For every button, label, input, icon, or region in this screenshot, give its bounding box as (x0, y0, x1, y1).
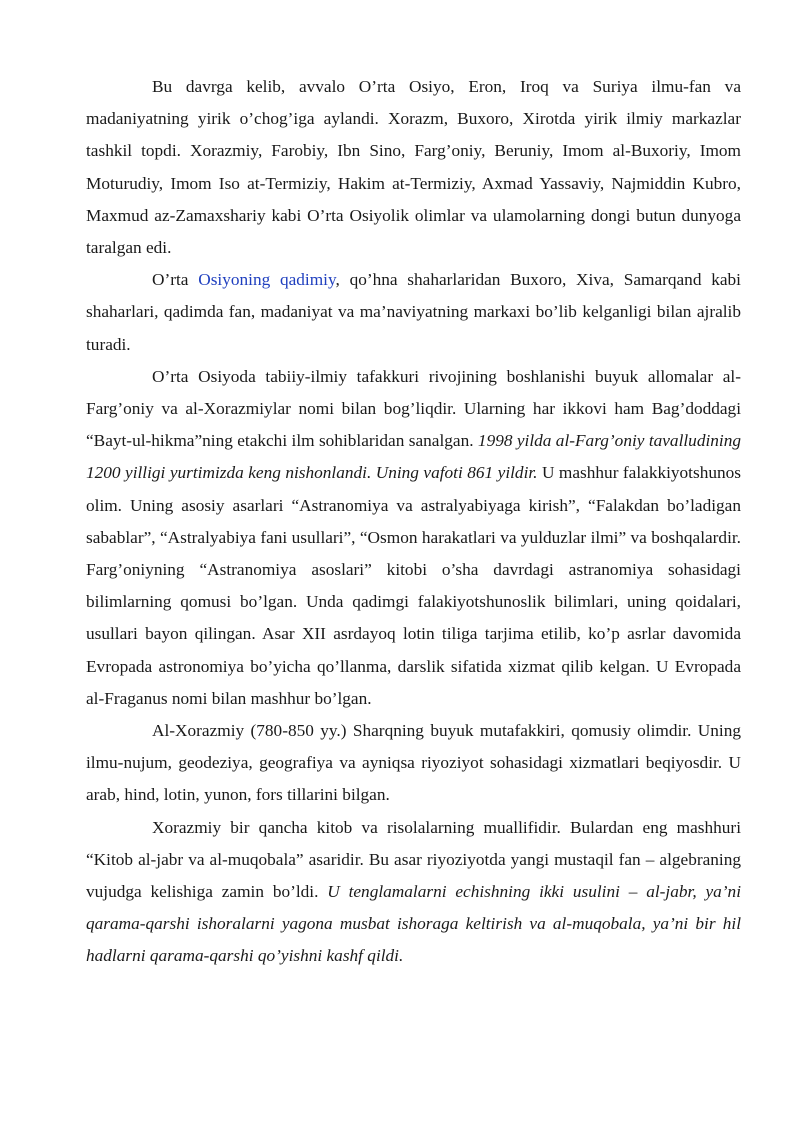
paragraph-4-text: Al-Xorazmiy (780-850 yy.) Sharqning buyuk mutafakkiri, qomusiy olimdir. Uning ilmu-nujum, geodeziya, geografiya va ayniqsa riyoziyot sohasidagi xizmatlari beqiyosdir. U arab, hind, lotin, yunon, fors tillarini bilgan. (86, 721, 741, 805)
paragraph-2 (86, 264, 741, 361)
paragraph-3-text-a: O’rta Osiyoda tabiiy-ilmiy tafakkuri rivojining boshlanishi buyuk allomalar al-Farg’oniy va al-Xorazmiylar nomi bilan bog’liqdir. Ularning har ikkovi ham Bag’doddagi “Bayt-ul-hikma”ning etakchi ilm sohiblaridan sanalgan. (86, 366, 741, 451)
paragraph-4 (86, 715, 741, 812)
paragraph-3-italic: 1998 yilda al-Farg’oniy tavalludining 1200 yilligi yurtimizda keng nishonlandi. Uning vafoti 861 yildir. (86, 431, 741, 483)
paragraph-5-italic: U tenglamalarni echishning ikki usulini – al-jabr, ya’ni qarama-qarshi ishoralarni yagona musbat ishoraga keltirish va al-muqobala, ya’ni bir hil hadlarni qarama-qarshi qo’yishni kashf qildi. (86, 882, 741, 966)
paragraph-3-text-b: U mashhur falakkiyotshunos olim. Uning asosiy asarlari “Astranomiya va astralyabiyaga kirish”, “Falakdan bo’ladigan sabablar”, “Astralyabiya fani usullari”, “Osmon harakatlari va yulduzlar ilmi” va boshqalardir. Farg’oniyning “Astranomiya asoslari” kitobi o’sha davrdagi astranomiya sohasidagi bilimlarning qomusi bo’lgan. Unda qadimgi falakiyotshunoslik bilimlari, uning qoidalari, usullari bayon qilingan. Asar XII asrdayoq lotin tiliga tarjima etilib, ko’p asrlar davomida Evropada astronomiya bo’yicha qo’llanma, darslik sifatida xizmat qilib kelgan. U Evropada al-Fraganus nomi bilan mashhur bo’lgan. (86, 463, 741, 708)
paragraph-2-text-start: O’rta (152, 270, 199, 290)
paragraph-5-text: Xorazmiy bir qancha kitob va risolalarning muallifidir. Bulardan eng mashhuri “Kitob al-jabr va al-muqobala” asaridir. Bu asar riyoziyotda yangi mustaqil fan – algebraning vujudga kelishiga zamin bo’ldi. (86, 817, 741, 902)
paragraph-2-text-end: , qo’hna shaharlaridan Buxoro, Xiva, Samarqand kabi shaharlari, qadimda fan, madaniyat va ma’naviyatning markaxi bo’lib kelganligi bilan ajralib turadi. (86, 270, 741, 354)
paragraph-5 (86, 812, 741, 973)
paragraph-3 (86, 361, 741, 715)
document-page (86, 71, 741, 973)
paragraph-1-text: Bu davrga kelib, avvalo O’rta Osiyo, Eron, Iroq va Suriya ilmu-fan va madaniyatning yirik o’chog’iga aylandi. Xorazm, Buxoro, Xirotda yirik ilmiy markazlar tashkil topdi. Xorazmiy, Farobiy, Ibn Sino, Farg’oniy, Beruniy, Imom al-Buxoriy, Imom Moturudiy, Imom Iso at-Termiziy, Hakim at-Termiziy, Axmad Yassaviy, Najmiddin Kubro, Maxmud az-Zamaxshariy kabi O’rta Osiyolik olimlar va ulamolarning dongi butun dunyoga taralgan edi. (86, 77, 741, 258)
osiyo-link[interactable]: Osiyoning qadimiy (198, 270, 336, 290)
paragraph-1 (86, 71, 741, 264)
